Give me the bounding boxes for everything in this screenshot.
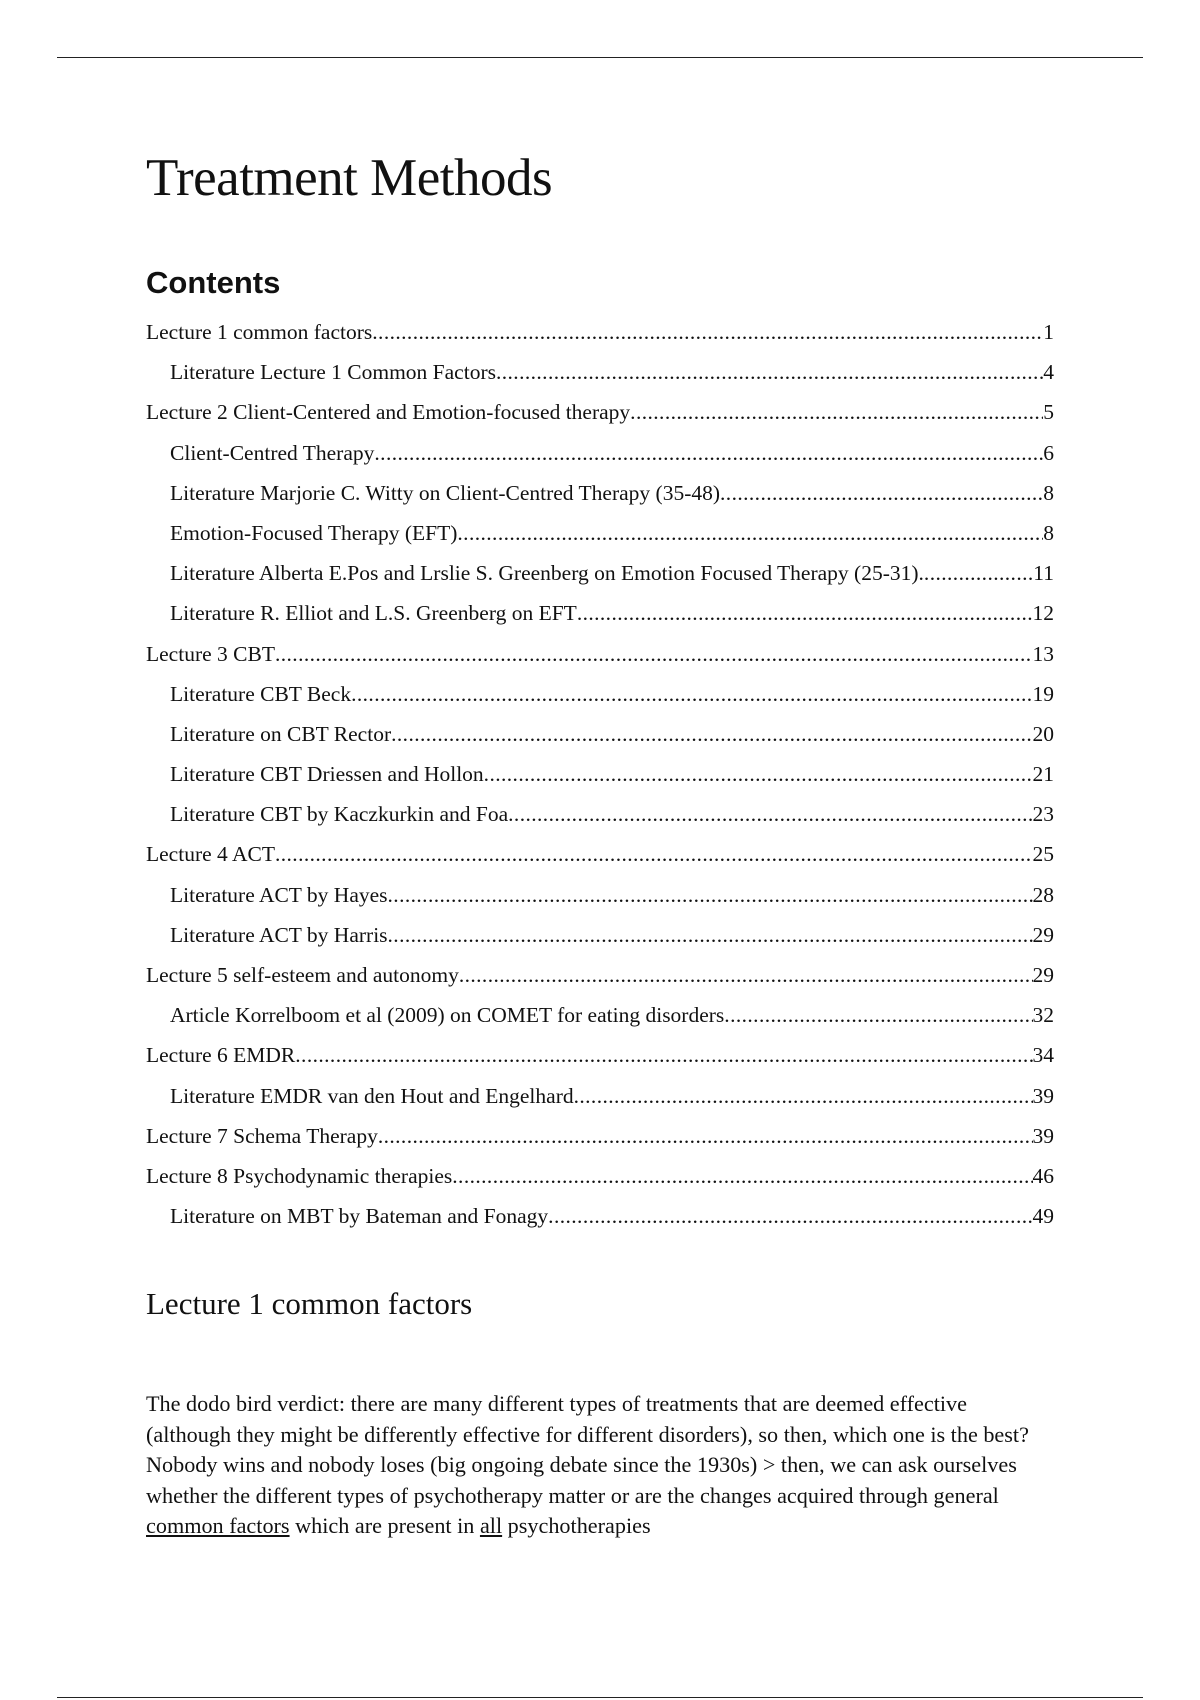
toc-page-number: 4 [1043,360,1054,385]
toc-page-number: 39 [1032,1083,1054,1108]
toc-entry-title: Literature ACT by Harris [170,922,388,947]
toc-dot-leader [924,553,1033,593]
toc-entry-title: Lecture 6 EMDR [146,1043,296,1068]
toc-entry-title: Literature CBT by Kaczkurkin and Foa [170,802,509,827]
toc-entry-title: Literature EMDR van den Hout and Engelhard [170,1083,574,1108]
paragraph-text: psychotherapies [502,1513,651,1538]
toc-entry[interactable] [146,312,1054,352]
toc-page-number: 5 [1043,400,1054,425]
toc-entry[interactable] [146,553,1054,593]
toc-page-number: 29 [1032,963,1054,987]
toc-entry-title: Literature on CBT Rector [170,721,392,746]
toc-entry[interactable] [146,995,1054,1035]
contents-heading: Contents [146,265,281,300]
underlined-term-all: all [479,1513,503,1538]
toc-entry-title: Lecture 8 Psychodynamic therapies [146,1163,453,1188]
document-title: Treatment Methods [146,149,553,207]
toc-entry-title: Literature CBT Driessen and Hollon [170,762,484,787]
toc-entry-title: Lecture 5 self-esteem and autonomy [146,963,459,987]
toc-dot-leader [275,634,1033,674]
toc-entry-title: Lecture 4 ACT [146,842,275,867]
toc-entry-title: Literature Marjorie C. Witty on Client-Centred Therapy (35-48) [170,480,721,505]
bottom-rule [57,1697,1143,1698]
toc-entry[interactable] [146,593,1054,633]
toc-page-number: 6 [1043,440,1054,465]
toc-page-number: 23 [1032,802,1054,827]
toc-page-number: 1 [1043,320,1054,344]
toc-entry[interactable] [146,1116,1054,1156]
toc-entry[interactable] [146,955,1054,995]
toc-entry-title: Article Korrelboom et al (2009) on COMET for eating disorders [170,1003,725,1028]
toc-dot-leader [496,352,1043,392]
toc-entry-title: Lecture 1 common factors [146,320,373,344]
toc-entry-title: Lecture 7 Schema Therapy [146,1123,378,1148]
toc-dot-leader [388,915,1033,955]
toc-entry-title: Lecture 2 Client-Centered and Emotion-focused therapy [146,400,631,425]
toc-page-number: 19 [1032,681,1054,706]
toc-entry-title: Emotion-Focused Therapy (EFT) [170,520,458,545]
toc-page-number: 21 [1032,762,1054,787]
toc-page-number: 25 [1032,842,1054,867]
toc-entry-title: Literature CBT Beck [170,681,352,706]
toc-entry-title: Literature Lecture 1 Common Factors [170,360,496,385]
toc-page-number: 49 [1032,1204,1054,1229]
toc-dot-leader [374,433,1043,473]
toc-entry[interactable] [146,794,1054,834]
toc-entry-title: Client-Centred Therapy [170,440,375,465]
toc-entry[interactable] [146,834,1054,874]
toc-dot-leader [457,513,1043,553]
toc-dot-leader [484,754,1033,794]
toc-entry[interactable] [146,714,1054,754]
toc-entry[interactable] [146,1196,1054,1236]
toc-entry[interactable] [146,674,1054,714]
toc-entry[interactable] [146,473,1054,513]
toc-entry-title: Lecture 3 CBT [146,641,275,666]
toc-entry[interactable] [146,915,1054,955]
toc-dot-leader [351,674,1032,714]
toc-dot-leader [630,392,1043,432]
toc-dot-leader [372,312,1043,352]
toc-entry[interactable] [146,754,1054,794]
top-rule [57,57,1143,58]
toc-entry[interactable] [146,634,1054,674]
toc-page-number: 28 [1032,882,1054,907]
toc-entry[interactable] [146,392,1054,432]
underlined-term-common-factors: common factors [146,1513,290,1538]
toc-dot-leader [577,593,1033,633]
toc-entry[interactable] [146,875,1054,915]
toc-dot-leader [720,473,1043,513]
toc-dot-leader [378,1116,1033,1156]
toc-entry[interactable] [146,352,1054,392]
toc-dot-leader [459,955,1033,995]
toc-page-number: 32 [1032,1003,1054,1028]
toc-page-number: 13 [1032,641,1054,666]
toc-entry[interactable] [146,1035,1054,1075]
paragraph-text: The dodo bird verdict: there are many different types of treatments that are deemed effective (although they might be differently effective for different disorders), so then, which one is the best? Nobody wins and nobody loses (big ongoing debate since the 1930s) > then, we can ask ourselves whether the different types of psychotherapy matter or are the changes acquired through general [146,1391,1029,1508]
body-paragraph [146,1389,1056,1542]
table-of-contents [146,312,1054,1236]
toc-dot-leader [508,794,1032,834]
toc-entry[interactable] [146,513,1054,553]
section-heading: Lecture 1 common factors [146,1286,473,1321]
toc-page-number: 34 [1032,1043,1054,1068]
toc-page-number: 46 [1032,1163,1054,1188]
paragraph-text: which are present in [289,1513,480,1538]
toc-entry-title: Literature on MBT by Bateman and Fonagy [170,1204,549,1229]
toc-page-number: 29 [1032,922,1054,947]
toc-entry[interactable] [146,433,1054,473]
toc-page-number: 8 [1043,480,1054,505]
toc-page-number: 39 [1032,1123,1054,1148]
toc-page-number: 8 [1043,520,1054,545]
toc-page-number: 11 [1033,561,1054,586]
toc-page-number: 12 [1032,601,1054,626]
toc-page-number: 20 [1032,721,1054,746]
toc-dot-leader [391,714,1032,754]
toc-entry-title: Literature Alberta E.Pos and Lrslie S. Greenberg on Emotion Focused Therapy (25-31). [170,561,924,586]
toc-entry-title: Literature R. Elliot and L.S. Greenberg on EFT [170,601,577,626]
toc-entry[interactable] [146,1156,1054,1196]
toc-dot-leader [452,1156,1032,1196]
toc-dot-leader [548,1196,1032,1236]
toc-dot-leader [574,1076,1033,1116]
toc-dot-leader [295,1035,1032,1075]
toc-dot-leader [724,995,1032,1035]
toc-entry[interactable] [146,1076,1054,1116]
toc-dot-leader [388,875,1033,915]
toc-entry-title: Literature ACT by Hayes [170,882,388,907]
toc-dot-leader [275,834,1033,874]
